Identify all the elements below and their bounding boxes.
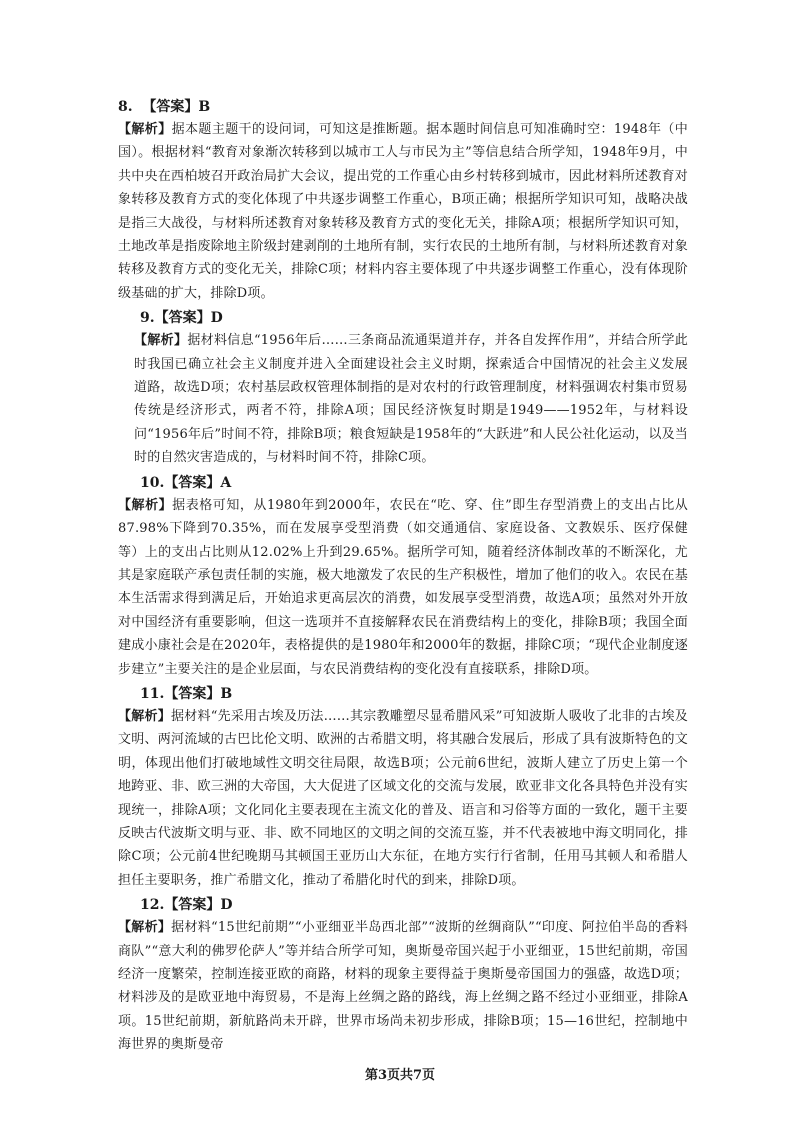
answer-label: 【答案】 (164, 685, 221, 702)
answer-line-8 (118, 96, 688, 118)
analysis-text: 据材料“先采用古埃及历法……其宗教雕塑尽显希腊风采”可知波斯人吸收了北非的古埃及文明、两河流域的古巴比伦文明、欧洲的古希腊文明，将其融合发展后，形成了具有波斯特色的文明，体现出他们打破地域性文明交往局限，故选B项；公元前6世纪，波斯人建立了历史上第一个地跨亚、非、欧三洲的大帝国，大大促进了区域文化的交流与发展，欧亚非文化各具特色并没有实现统一，排除A项；文化同化主要表现在主流文化的普及、语言和习俗等方面的一致化，题干主要反映古代波斯文明与亚、非、欧不同地区的文明之间的交流互鉴，并不代表被地中海文明同化，排除C项；公元前4世纪晚期马其顿国王亚历山大东征，在地方实行行省制，任用马其顿人和希腊人担任主要职务，推广希腊文化，推动了希腊化时代的到来，排除D项。 (118, 708, 688, 888)
analysis-text: 据本题主题干的设问词，可知这是推断题。据本题时间信息可知准确时空：1948年（中国）。根据材料“教育对象渐次转移到以城市工人与市民为主”等信息结合所学知，1948年9月，中共中央在西柏坡召开政治局扩大会议，提出党的工作重心由乡村转移到城市，因此材料所述教育对象转移及教育方式的变化体现了中共逐步调整工作重心，B项正确；根据所学知识可知，战略决战是指三大战役，与材料所述教育对象转移及教育方式的变化无关，排除A项；根据所学知识可知，土地改革是指废除地主阶级封建剥削的土地所有制，实行农民的土地所有制，与材料所述教育对象转移及教育方式的变化无关，排除C项；材料内容主要体现了中共逐步调整工作重心，没有体现阶级基础的扩大，排除D项。 (118, 122, 688, 301)
question-number: 12. (140, 897, 165, 914)
analysis-label: 【解析】 (118, 920, 172, 936)
analysis-9 (118, 329, 688, 469)
answer-line-11 (118, 683, 688, 705)
answer-value: D (220, 897, 233, 914)
answer-label: 【答案】 (154, 310, 211, 327)
answer-value: D (210, 310, 223, 327)
answer-value: B (198, 99, 211, 115)
answer-value: A (220, 474, 232, 491)
question-12 (118, 894, 688, 1056)
answer-label: 【答案】 (142, 99, 199, 115)
question-number: 8. (118, 99, 133, 115)
analysis-text: 据材料信息“1956年后……三条商品流通渠道并存，并各自发挥作用”，并结合所学此时我国已确立社会主义制度并进入全面建设社会主义时期，探索适合中国情况的社会主义发展道路，故选D项；农村基层政权管理体制指的是对农村的行政管理制度，材料强调农村集市贸易传统是经济形式，两者不符，排除A项；国民经济恢复时期是1949——1952年，与材料设问“1956年后”时间不符，排除B项；粮食短缺是1958年的“大跃进”和人民公社化运动，以及当时的自然灾害造成的，与材料时间不符，排除C项。 (134, 333, 688, 466)
question-9 (118, 307, 688, 469)
analysis-11 (118, 705, 688, 892)
answer-label: 【答案】 (164, 897, 221, 914)
analysis-text: 据表格可知，从1980年到2000年，农民在“吃、穿、住”即生存型消费上的支出占比从87.98%下降到70.35%，而在发展享受型消费（如交通通信、家庭设备、文教娱乐、医疗保健等）上的支出占比则从12.02%上升到29.65%。据所学可知，随着经济体制改革的不断深化，尤其是家庭联产承包责任制的实施，极大地激发了农民的生产积极性，增加了他们的收入。农民在基本生活需求得到满足后，开始追求更高层次的消费，如发展享受型消费，故选A项；虽然对外开放对中国经济有重要影响，但这一选项并不直接解释农民在消费结构上的变化，排除B项；我国全面建成小康社会是在2020年，表格提供的是1980年和2000年的数据，排除C项；“现代企业制度逐步建立”主要关注的是企业层面，与农民消费结构的变化没有直接联系，排除D项。 (118, 497, 688, 677)
analysis-text: 据材料“15世纪前期”“小亚细亚半岛西北部”“波斯的丝绸商队”“印度、阿拉伯半岛的香料商队”“意大利的佛罗伦萨人”等并结合所学可知，奥斯曼帝国兴起于小亚细亚，15世纪前期，帝国经济一度繁荣，控制连接亚欧的商路，材料的现象主要得益于奥斯曼帝国国力的强盛，故选D项；材料涉及的是欧亚地中海贸易，不是海上丝绸之路的路线，海上丝绸之路不经过小亚细亚，排除A项。15世纪前期，新航路尚未开辟，世界市场尚未初步形成，排除B项；15—16世纪，控制地中海世界的奥斯曼帝 (118, 920, 688, 1053)
question-number: 10. (140, 474, 165, 491)
answer-line-12 (118, 894, 688, 916)
analysis-label: 【解析】 (118, 708, 171, 724)
analysis-10 (118, 494, 688, 681)
answer-line-10 (118, 472, 688, 494)
answer-line-9 (118, 307, 688, 329)
question-10 (118, 472, 688, 681)
analysis-label: 【解析】 (118, 122, 172, 137)
analysis-label: 【解析】 (134, 333, 188, 349)
answer-value: B (220, 685, 233, 702)
question-8 (118, 96, 688, 305)
question-number: 9. (140, 310, 155, 327)
analysis-12 (118, 916, 688, 1056)
question-number: 11. (140, 685, 165, 702)
analysis-label: 【解析】 (118, 497, 173, 513)
analysis-8 (118, 118, 688, 305)
page-footer: 第3页共7页 (364, 1068, 436, 1083)
answer-label: 【答案】 (164, 474, 221, 491)
question-11 (118, 683, 688, 892)
